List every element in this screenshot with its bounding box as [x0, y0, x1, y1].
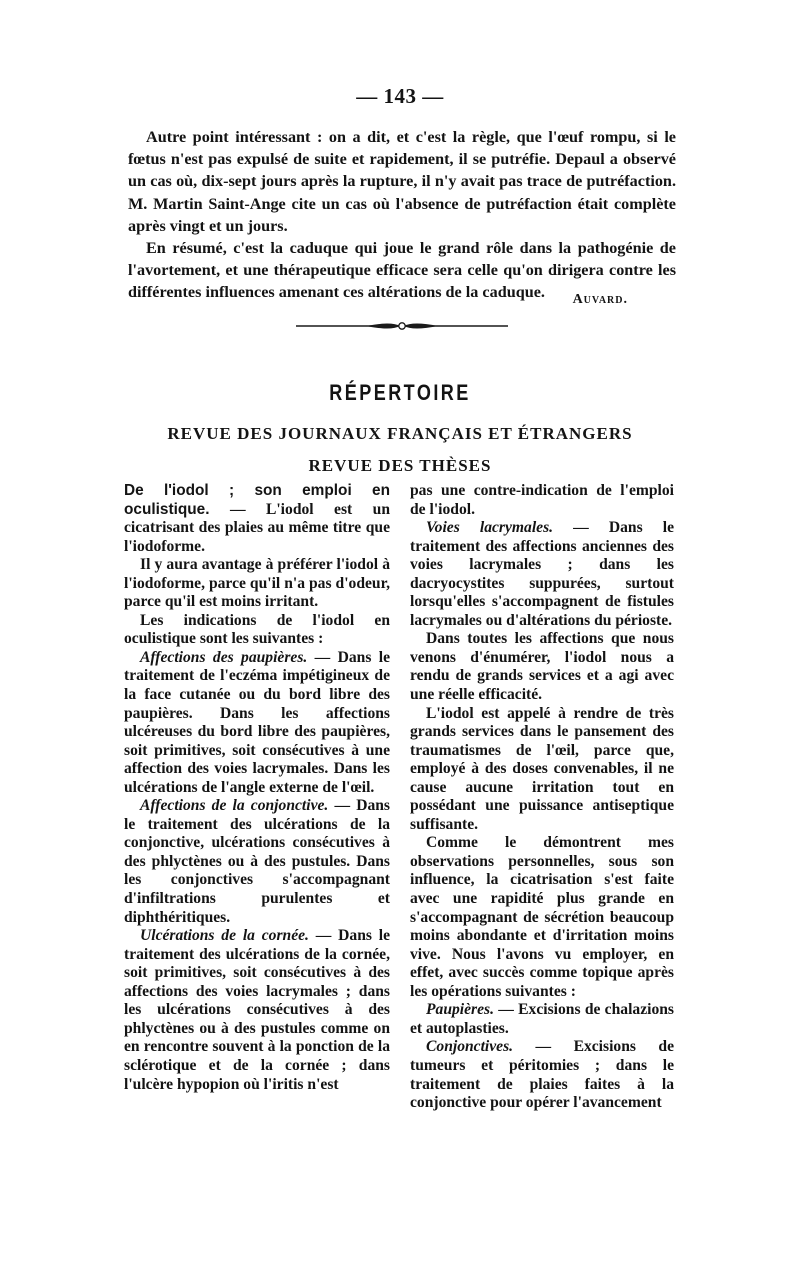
paragraph: Paupières. — Excisions de chalazions et autoplasties.: [410, 1001, 674, 1037]
paragraph: pas une contre-indication de l'emploi de l'iodol.: [410, 482, 674, 518]
subheading: Conjonctives.: [426, 1038, 514, 1056]
paragraph: Ulcérations de la cornée. — Dans le traitement des ulcérations de la cornée, soit primitives, soit consécutives à des affections des voies lacrymales ; dans les ulcérations consécutives à des phlyctènes ou à des pustules comme on en rencontre souvent à la ponction de la sclérotique et de la cornée ; dans l'ulcère hypopion où l'iritis n'est: [124, 927, 390, 1093]
article-title: De l'iodol ; son emploi en oculistique.: [124, 482, 390, 518]
heading-journals: REVUE DES JOURNAUX FRANÇAIS ET ÉTRANGERS: [167, 424, 633, 443]
article-intro: De l'iodol ; son emploi en oculistique. — L'iodol est un cicatrisant des plaies au même titre que l'iodoforme.: [124, 482, 390, 555]
ornamental-rule: [296, 318, 508, 334]
left-column: [124, 482, 390, 1094]
paragraph: Les indications de l'iodol en oculistique sont les suivantes :: [124, 611, 390, 648]
right-column: [410, 482, 674, 1113]
subheading: Ulcérations de la cornée.: [140, 927, 309, 945]
intro-paragraph-2: En résumé, c'est la caduque qui joue le grand rôle dans la pathogénie de l'avortement, et une thérapeutique efficace sera celle qu'on dirigera contre les différentes influences amenant ces altérations de la caduque.: [128, 239, 676, 302]
paragraph: Conjonctives. — Excisions de tumeurs et péritomies ; dans le traitement de plaies faites à la conjonctive pour opérer l'avancement: [410, 1038, 674, 1112]
paragraph: Affections des paupières. — Dans le traitement de l'eczéma impétigineux de la face cutanée ou du bord libre des paupières. Dans les affections ulcéreuses du bord libre des paupières, soit primitives, soit consécutives à une affection des voies lacrymales. Dans les ulcérations de l'angle externe de l'œil.: [124, 648, 390, 796]
paragraph: Comme le démontrent mes observations personnelles, sous son influence, la cicatrisation s'est faite avec une rapidité plus grande en s'accompagnant de sécrétion beaucoup moins abondante et d'irritation moins vive. Nous l'avons vu employer, en effet, avec succès comme topique après les opérations suivantes :: [410, 834, 674, 1000]
page-number: — 143 —: [356, 84, 444, 108]
section-title: RÉPERTOIRE: [329, 380, 471, 405]
subheading: Paupières.: [426, 1001, 495, 1019]
subheading: Affections des paupières.: [140, 648, 308, 666]
intro-paragraph-1: Autre point intéressant : on a dit, et c'est la règle, que l'œuf rompu, si le fœtus n'est pas expulsé de suite et rapidement, il se putréfie. Depaul a observé un cas où, dix-sept jours après la rupture, il n'y avait pas trace de putréfaction. M. Martin Saint-Ange cite un cas où l'absence de putréfaction était complète après vingt et un jours.: [128, 128, 676, 235]
subheading: Voies lacrymales.: [426, 519, 554, 537]
subheading: Affections de la conjonctive.: [140, 797, 329, 815]
paragraph: Affections de la conjonctive. — Dans le traitement des ulcérations de la conjonctive, ulcérations consécutives à des phlyctènes ou à des pustules. Dans les conjonctives s'accompagnant d'infiltrations purulentes et diphthéritiques.: [124, 797, 390, 926]
paragraph: Dans toutes les affections que nous venons d'énumérer, l'iodol nous a rendu de grands services et a agi avec une réelle efficacité.: [410, 630, 674, 704]
paragraph: Voies lacrymales. — Dans le traitement des affections anciennes des voies lacrymales ; dans les dacryocystites suppurées, surtout lorsqu'elles s'accompagnent de fistules lacrymales ou d'altérations du périoste.: [410, 519, 674, 629]
paragraph: L'iodol est appelé à rendre de très grands services dans le pansement des traumatismes de l'œil, parce que, employé à des doses convenables, il ne cause aucune irritation tout en possédant une puissance antiseptique suffisante.: [410, 704, 674, 833]
paragraph: Il y aura avantage à préférer l'iodol à l'iodoforme, parce qu'il n'a pas d'odeur, parce qu'il est moins irritant.: [124, 556, 390, 611]
heading-theses: REVUE DES THÈSES: [308, 456, 492, 475]
intro-text: [128, 126, 676, 304]
author-signature: Auvard.: [572, 292, 628, 307]
